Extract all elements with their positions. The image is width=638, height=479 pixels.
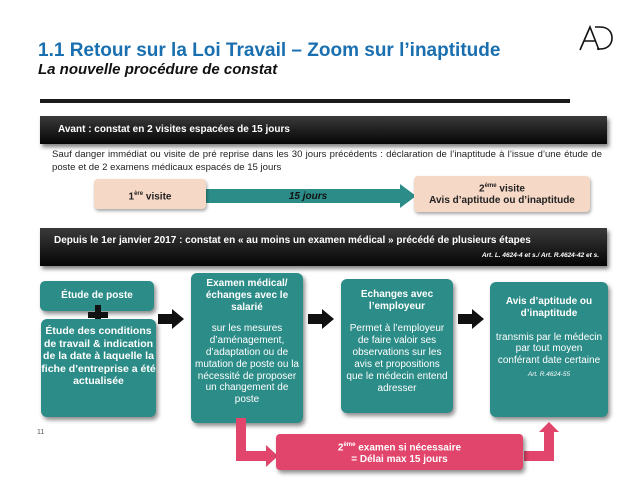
flow-arrow-3: [458, 309, 484, 329]
first-visit: 1ère visite: [94, 179, 206, 209]
page-title: 1.1 Retour sur la Loi Travail – Zoom sur l’inaptitude: [38, 40, 501, 61]
after-banner: [40, 228, 607, 266]
employer-exchange-title: Echanges avec l’employeur: [360, 289, 434, 312]
aptitude-notice-box: [490, 282, 608, 417]
aptitude-notice-ref: Art. R.4624-55: [527, 370, 571, 378]
delay-label: 15 jours: [288, 191, 328, 202]
page-subtitle: La nouvelle procédure de constat: [38, 61, 278, 78]
second-visit: 2ème visite Avis d’aptitude ou d’inaptitude: [414, 176, 590, 212]
work-conditions-box: Étude des conditions de travail & indication de la date à laquelle la fiche d’entreprise a été actualisée: [41, 319, 156, 417]
flow-arrow-2: [308, 309, 334, 329]
medical-exam-box: [191, 273, 303, 423]
medical-exam-title: Examen médical/ échanges avec le salarié: [205, 278, 289, 313]
flow-arrow-1: [158, 309, 184, 329]
second-exam-box: 2ème examen si nécessaire = Délai max 15 jours: [276, 434, 523, 470]
ad-logo: [578, 24, 614, 52]
aptitude-notice-title: Avis d’aptitude ou d’inaptitude: [505, 296, 593, 319]
employer-exchange-box: [341, 279, 453, 413]
page-number: 11: [37, 429, 45, 436]
employer-exchange-body: Permet à l’employeur de faire valoir ses observations sur les avis et propositions que le médecin entend adresser: [346, 323, 448, 394]
job-study-box: Étude de poste: [40, 281, 154, 311]
after-reference: Art. L. 4624-4 et s./ Art. R.4624-42 et s.: [481, 252, 599, 259]
before-paragraph: Sauf danger immédiat ou visite de pré reprise dans les 30 jours précédents : déclaration de l’inaptitude à l’issue d’une étude de poste et de 2 examens médicaux espacés de 15 jours: [52, 149, 602, 173]
after-banner-text: Depuis le 1er janvier 2017 : constat en « au moins un examen médical » précédé de plusieurs étapes: [54, 235, 531, 246]
aptitude-notice-body: transmis par le médecin par tout moyen conférant date certaine: [495, 331, 603, 367]
title-divider: [40, 99, 570, 103]
before-banner: Avant : constat en 2 visites espacées de 15 jours: [40, 116, 607, 144]
medical-exam-body: sur les mesures d’aménagement, d’adaptation ou de mutation de poste ou la nécessité de proposer un changement de poste: [195, 323, 299, 406]
